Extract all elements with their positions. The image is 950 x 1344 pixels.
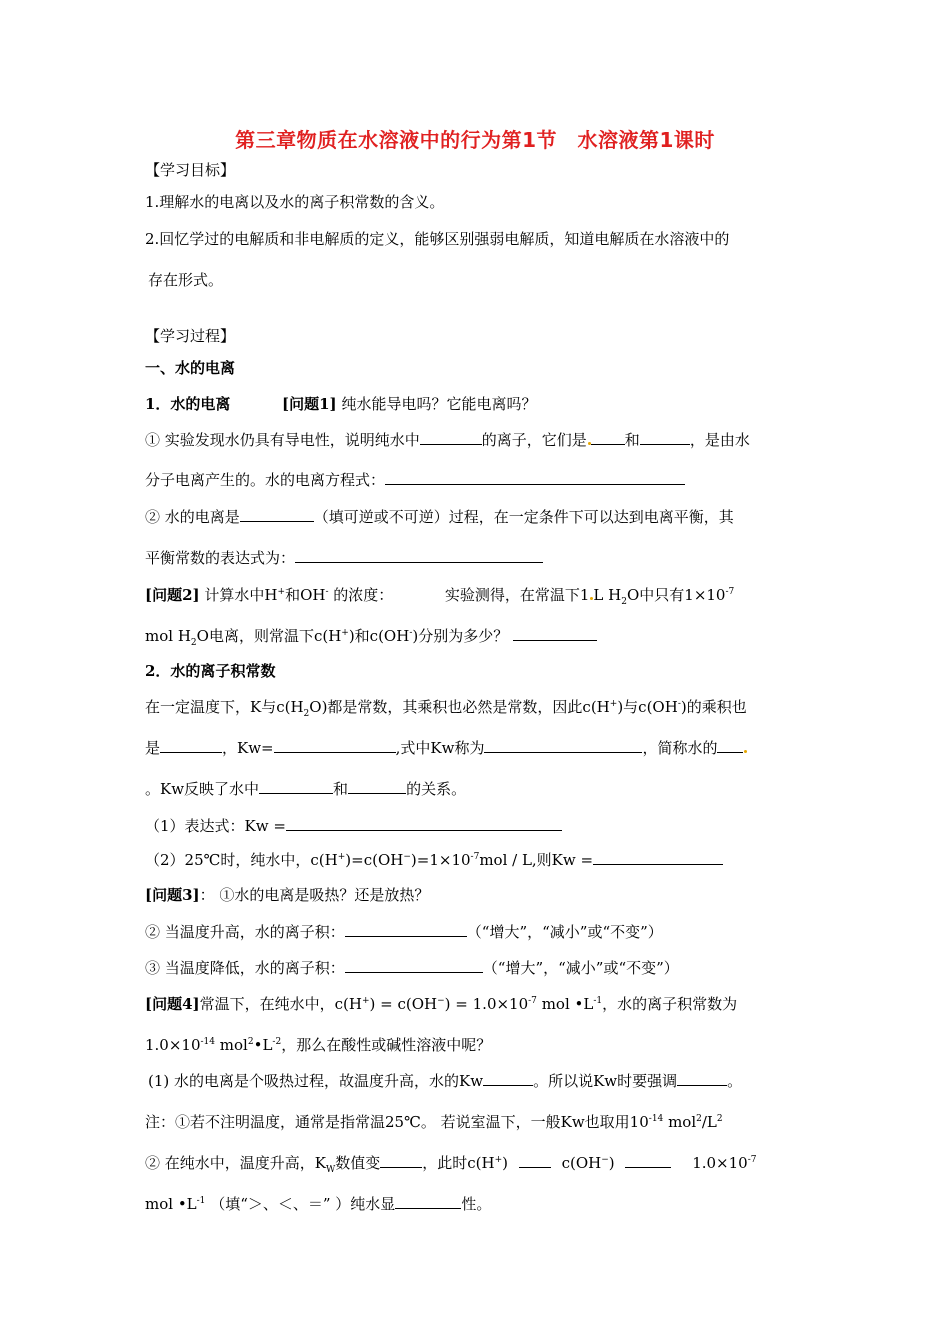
goals-header: 【学习目标】: [145, 161, 236, 179]
subsection-1-line: [145, 394, 536, 414]
exercise-line: (1) 水的电离是个吸热过程，故温度升高，水的Kw 。所以说Kw时要强调 。: [148, 1072, 743, 1090]
paragraph-line: $1.0\times 10^{-14}$ $mol^2•L^{-2}$，那么在酸性或碱性溶液中呢？: [145, 1036, 492, 1054]
exercise-line: ① 实验发现水仍具有导电性，说明纯水中 的离子，它们是 和 ，是由水: [145, 431, 750, 449]
blank: [380, 1153, 422, 1168]
marker-dot: [744, 750, 747, 753]
blank: [274, 738, 396, 753]
blank: [345, 958, 483, 973]
goal-2-line-2: 存在形式。: [148, 271, 224, 289]
page-title: 第三章物质在水溶液中的行为第1节 水溶液第1课时: [235, 128, 715, 152]
blank: [240, 507, 314, 522]
paragraph-line: 在一定温度下，K与$c(H_2O)$都是常数，其乘积也必然是常数，因此c(H+)与c(OH-)的乘积也: [145, 698, 747, 719]
blank: [640, 430, 690, 445]
blank: [385, 470, 685, 485]
blank: [348, 779, 406, 794]
question-2-label: [问题2]: [145, 586, 200, 604]
blank: [259, 779, 333, 794]
note-line: 注：①若不注明温度，通常是指常温25℃。 若说室温下，一般Kw也取用$10^{-14}$ $mol^2/L^2$: [145, 1113, 723, 1131]
subsection-2-heading: 2．水的离子积常数: [145, 662, 276, 680]
subsection-1-heading: 1．水的电离: [145, 395, 231, 413]
exercise-line: 分子电离产生的。水的电离方程式：: [145, 470, 685, 490]
question-3-line: [问题3]： ①水的电离是吸热？还是放热？: [145, 886, 430, 904]
blank: [591, 430, 625, 445]
exercise-line: 。Kw反映了水中 和 的关系。: [145, 780, 467, 798]
blank: [295, 548, 543, 563]
blank: [625, 1153, 671, 1168]
blank: [420, 430, 482, 445]
blank: [593, 850, 723, 865]
blank: [345, 922, 467, 937]
blank: [395, 1194, 461, 1209]
exercise-line: ② 当温度升高，水的离子积： （“增大”，“减小”或“不变”）: [145, 923, 663, 941]
exercise-line: mol $H_2O$电离，则常温下c(H+)和c(OH-)分别为多少？: [145, 626, 597, 646]
question-2-line: [问题2] 计算水中H+和OH- 的浓度： 实验测得，在常温下1 L $H_2O$中只有$1\times 10^{-7}$: [145, 586, 735, 607]
exercise-line: （1）表达式：Kw =: [145, 816, 562, 836]
exercise-line: 平衡常数的表达式为：: [145, 548, 543, 568]
blank: [484, 738, 642, 753]
question-1-label: [问题1]: [282, 395, 337, 413]
question-4-line: [问题4]常温下，在纯水中，$c(H^+) = c(OH^-) = 1.0\times 10^{-7}$ mol $•L^{-1}$，水的离子积常数为: [145, 995, 738, 1013]
blank: [286, 816, 562, 831]
exercise-line: ③ 当温度降低，水的离子积： （“增大”，“减小”或“不变”）: [145, 959, 679, 977]
process-header: 【学习过程】: [145, 327, 236, 345]
question-4-label: [问题4]: [145, 995, 200, 1013]
exercise-line: （2）25℃时，纯水中，$c(H^+)=c(OH^-)=1\times 10^{-7}mol / L$,则Kw =: [145, 850, 723, 870]
question-3-label: [问题3]: [145, 886, 200, 904]
exercise-line: ② 水的电离是 （填可逆或不可逆）过程，在一定条件下可以达到电离平衡，其: [145, 508, 734, 526]
blank: [677, 1071, 727, 1086]
exercise-line: mol $•L^{-1}$ （填“＞、＜、＝” ）纯水显 性。: [145, 1195, 492, 1213]
exercise-line: 是 ，Kw= ,式中Kw称为 ，简称水的: [145, 738, 747, 758]
blank: [513, 626, 597, 641]
goal-2-line-1: 2.回忆学过的电解质和非电解质的定义，能够区别强弱电解质，知道电解质在水溶液中的: [145, 230, 730, 248]
blank: [483, 1071, 533, 1086]
blank: [717, 738, 743, 753]
section-1-heading: 一、水的电离: [145, 359, 236, 377]
exercise-line: ② 在纯水中，温度升高，$K_W$数值变 ，此时c(H+) c(OH−) $1.0\times 10^{-7}$: [145, 1154, 757, 1175]
blank: [160, 738, 222, 753]
blank: [519, 1153, 551, 1168]
goal-1: 1.理解水的电离以及水的离子积常数的含义。: [145, 193, 445, 211]
question-1-text: 纯水能导电吗？它能电离吗？: [341, 395, 537, 413]
